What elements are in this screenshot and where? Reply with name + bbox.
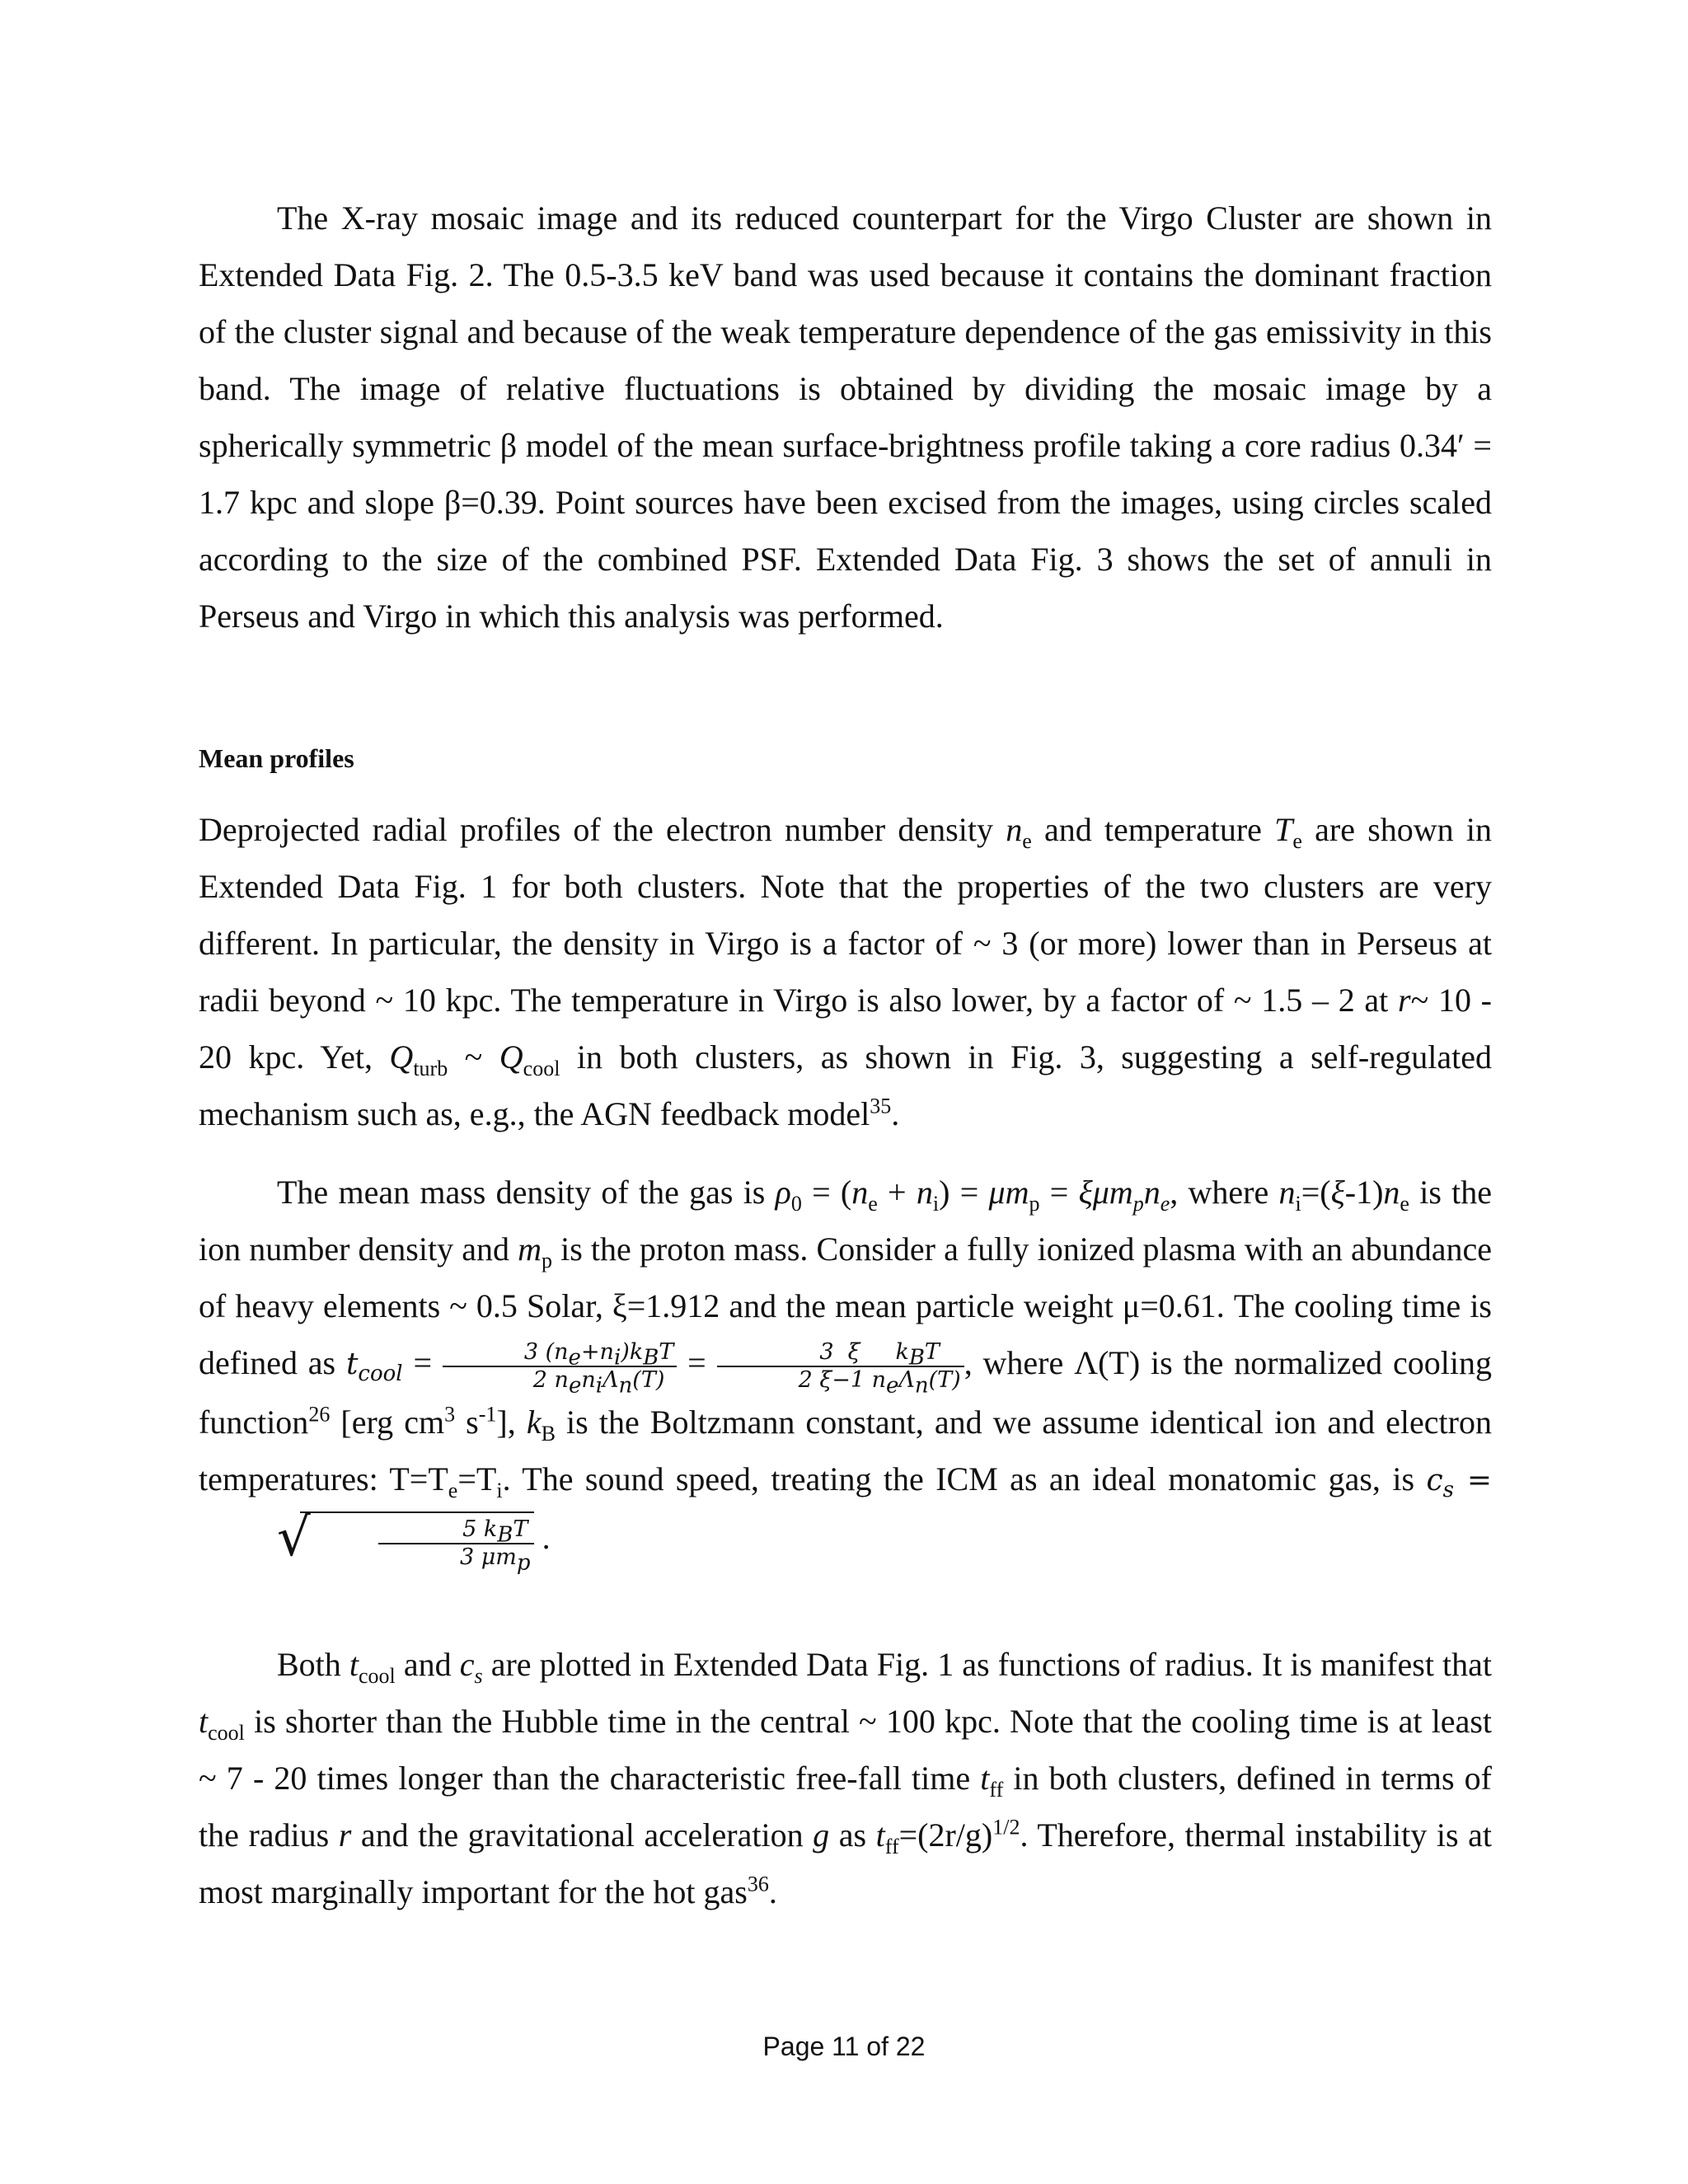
citation-36: 36: [747, 1872, 769, 1896]
paragraph-3: The mean mass density of the gas is $\rho_0 = (n_e + n_i) = \mu m_p = \xi\mu m_pn_e$, where $n_i=(\xi-1)n_e$ is the ion number density and $m_p$ is the proton mass. Consider a fully ionized plasma with an abundance of heavy elements ~ 0.5 Solar, ξ=1.912 and the mean particle weight μ=0.61. The cooling time is defined as $t_{cool}$ = $\frac{3 (n_e+n_i)k_BT}{2 n_en_i\Lambda_n(T)}$ = $\frac{3 \xi k_BT}{2 \xi-1 n_e\Lambda_n(T)}$ , where Λ(T) is the normalized cooling function$^{26}$ [erg $cm^3$ $s^{-1}$], $k_B$ is the Boltzmann constant, and we assume identical ion and electron temperatures: $T=T_e=T_i$. The sound speed, treating the ICM as an ideal monatomic gas, is $c_s$ = √ $\frac{5 k_BT}{3 \mu m_p}$ .: [199, 1174, 1493, 1576]
paragraph-1: The X-ray mosaic image and its reduced counterpart for the Virgo Cluster are shown in Extended Data Fig. 2. The 0.5-3.5 keV band was used because it contains the dominant fraction of the cluster signal and because of the weak temperature dependence of the gas emissivity in this band. The image of relative fluctuations is obtained by dividing the mosaic image by a spherically symmetric β model of the mean surface-brightness profile taking a core radius 0.34′ = 1.7 kpc and slope β=0.39. Point sources have been excised from the images, using circles scaled according to the size of the combined PSF. Extended Data Fig. 3 shows the set of annuli in Perseus and Virgo in which this analysis was performed.: [199, 199, 1492, 635]
citation-26: 26: [308, 1402, 331, 1427]
page-number: Page 11 of 22: [762, 2032, 926, 2061]
t-cool-symbol: $t_{cool}$: [345, 1347, 403, 1387]
paragraph-4: Both $t_{cool}$ and $c_s$ are plotted in Extended Data Fig. 1 as functions of radius. It is manifest that $t_{cool}$ is shorter than the Hubble time in the central ~ 100 kpc. Note that the cooling time is at least ~ 7 - 20 times longer than the characteristic free-fall time $t_{ff}$ in both clusters, defined in terms of the radius r and the gravitational acceleration g as $t_{ff}=(2r/g)^{1/2}$. Therefore, thermal instability is at most marginally important for the hot gas$^{36}$.: [199, 1646, 1492, 1910]
paragraph-2: Deprojected radial profiles of the electron number density $n_e$ and temperature $T_e$ are shown in Extended Data Fig. 1 for both clusters. Note that the properties of the two clusters are very different. In particular, the density in Virgo is a factor of ~ 3 (or more) lower than in Perseus at radii beyond ~ 10 kpc. The temperature in Virgo is also lower, by a factor of ~ 1.5 – 2 at r~ 10 - 20 kpc. Yet, $Q_{turb}$ ~ $Q_{cool}$ in both clusters, as shown in Fig. 3, suggesting a self-regulated mechanism such as, e.g., the AGN feedback model$^{35}$.: [199, 811, 1493, 1132]
cooling-time-fraction-2: $\frac{3 \xi k_BT}{2 \xi-1 n_e\Lambda_n(T)}$: [717, 1339, 964, 1394]
section-heading: Mean profiles: [199, 743, 354, 773]
citation-35: 35: [870, 1094, 892, 1118]
sound-speed-equation: $c_s$ = √ $\frac{5 k_BT}{3 \mu m_p}$: [277, 1463, 1492, 1576]
cooling-time-fraction-1: $\frac{3 (n_e+n_i)k_BT}{2 n_en_i\Lambda_n(T)}$: [443, 1339, 677, 1394]
